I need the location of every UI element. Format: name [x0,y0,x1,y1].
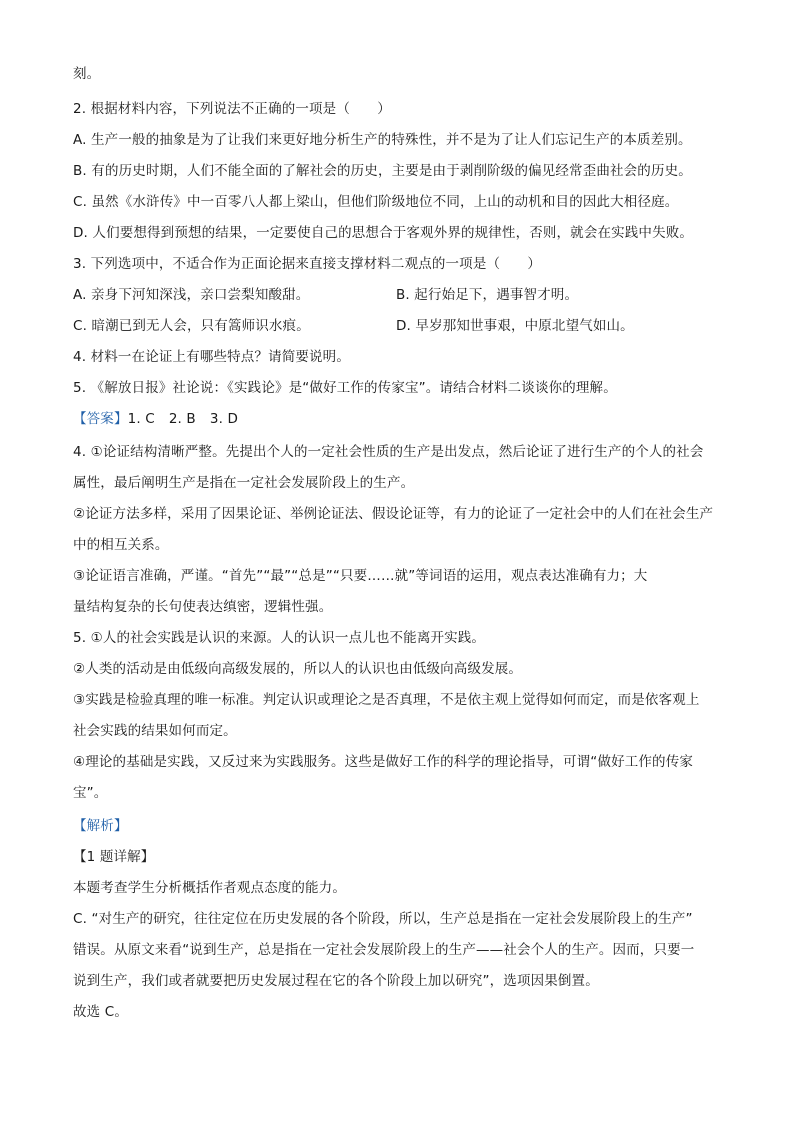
text-line: 刻。 [73,66,101,82]
answer-5-line: 宝”。 [73,785,108,801]
answer-5-line: 社会实践的结果如何而定。 [73,723,237,739]
question-2: 2. 根据材料内容，下列说法不正确的一项是（ ） [73,101,391,117]
q1-detail-tag: 【1 题详解】 [73,849,155,865]
q2-option-d: D. 人们要想得到预想的结果，一定要使自己的思想合于客观外界的规律性，否则，就会在实践中失败。 [73,225,694,241]
q3-option-c: C. 暗潮已到无人会，只有篙师识水痕。 [73,318,310,334]
answer-5-line: ④理论的基础是实践，又反过来为实践服务。这些是做好工作的科学的理论指导，可谓“做好工作的传家 [73,754,693,770]
answer-4-line: 属性，最后阐明生产是指在一定社会发展阶段上的生产。 [73,475,415,491]
question-3: 3. 下列选项中，不适合作为正面论据来直接支撑材料二观点的一项是（ ） [73,256,542,272]
q2-option-c: C. 虽然《水浒传》中一百零八人都上梁山，但他们阶级地位不同，上山的动机和目的因此大相径庭。 [73,194,679,210]
question-5: 5. 《解放日报》社论说：《实践论》是“做好工作的传家宝”。请结合材料二谈谈你的理解。 [73,380,617,396]
answer-3: 3. D [209,411,239,427]
analysis-line: 说到生产，我们或者就要把历史发展过程在它的各个阶段上加以研究”，选项因果倒置。 [73,973,599,989]
answer-4-line: 中的相互关系。 [73,537,169,553]
answer-tag: 【答案】 [73,411,128,427]
answer-4-line: 4. ①论证结构清晰严整。先提出个人的一定社会性质的生产是出发点，然后论证了进行生产的个人的社会 [73,444,704,460]
answer-1: 1. C [127,411,155,427]
answer-2: 2. B [168,411,196,427]
analysis-line: 本题考查学生分析概括作者观点态度的能力。 [73,880,346,896]
answer-4-line: 量结构复杂的长句使表达缜密，逻辑性强。 [73,599,333,615]
conclusion-line: 故选 C。 [73,1004,128,1020]
answer-4-line: ②论证方法多样，采用了因果论证、举例论证法、假设论证等，有力的论证了一定社会中的人们在社会生产 [73,506,714,522]
answer-5-line: ②人类的活动是由低级向高级发展的，所以人的认识也由低级向高级发展。 [73,661,523,677]
answer-4-line: ③论证语言准确，严谨。“首先”“最”“总是”“只要……就”等词语的运用，观点表达准确有力；大 [73,568,648,584]
question-4: 4. 材料一在论证上有哪些特点？请简要说明。 [73,349,350,365]
answer-5-line: ③实践是检验真理的唯一标准。判定认识或理论之是否真理，不是依主观上觉得如何而定，而是依客观上 [73,692,700,708]
answer-line [73,409,723,429]
q2-option-b: B. 有的历史时期，人们不能全面的了解社会的历史，主要是由于剥削阶级的偏见经常歪曲社会的历史。 [73,163,692,179]
answer-5-line: 5. ①人的社会实践是认识的来源。人的认识一点儿也不能离开实践。 [73,630,486,646]
q3-option-b: B. 起行始足下，遇事智才明。 [396,287,579,303]
analysis-line: 错误。从原文来看“说到生产，总是指在一定社会发展阶段上的生产——社会个人的生产。因而，只要一 [73,942,695,958]
analysis-line: C. “对生产的研究，往往定位在历史发展的各个阶段，所以，生产总是指在一定社会发展阶段上的生产” [73,911,693,927]
analysis-tag: 【解析】 [73,818,128,834]
q3-option-a: A. 亲身下河知深浅，亲口尝梨知酸甜。 [73,287,310,303]
q3-option-d: D. 早岁那知世事艰，中原北望气如山。 [396,318,634,334]
q2-option-a: A. 生产一般的抽象是为了让我们来更好地分析生产的特殊性，并不是为了让人们忘记生产的本质差别。 [73,132,692,148]
